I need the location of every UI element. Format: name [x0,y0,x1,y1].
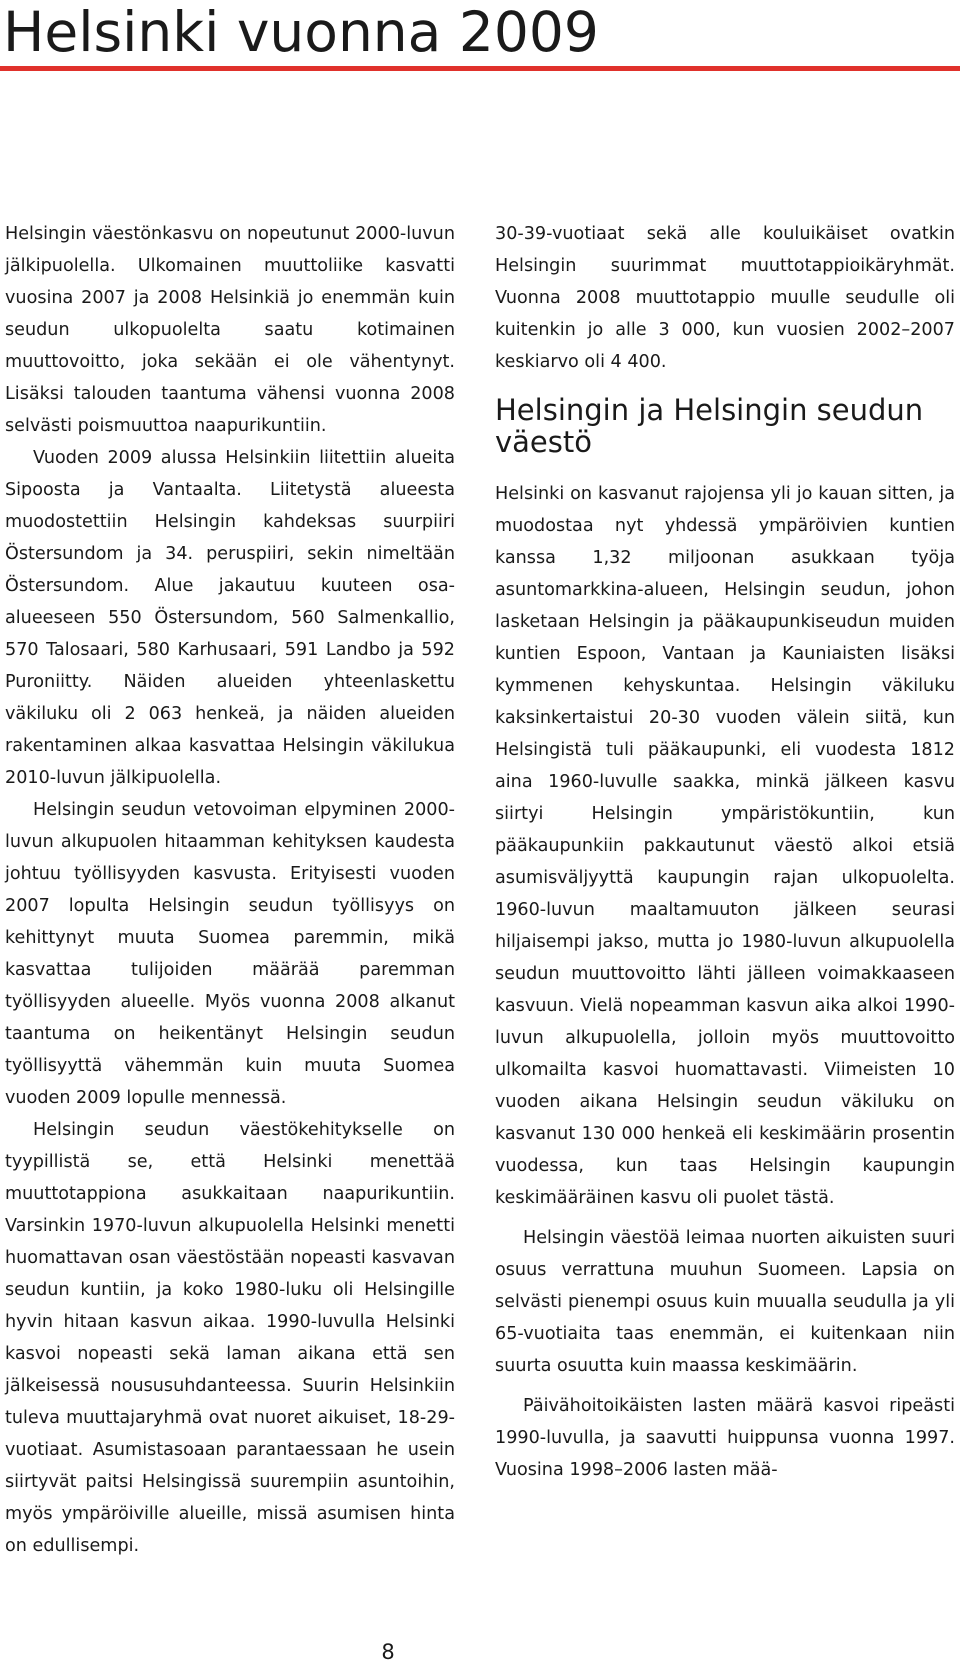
paragraph: Helsingin väestönkasvu on nopeutunut 2000-luvun jälkipuolella. Ulkomainen muuttoliike kasvatti vuosina 2007 ja 2008 Helsinkiä jo enemmän kuin seudun ulkopuolelta saatu kotimainen muuttovoitto, joka sekään ei ole vähentynyt. Lisäksi talouden taantuma vähensi vuonna 2008 selvästi poismuuttoa naapurikuntiin. [5,224,455,436]
section-heading: Helsingin ja Helsingin seudun väestö [495,393,924,459]
paragraph: Helsinki on kasvanut rajojensa yli jo kauan sitten, ja muodostaa nyt yhdessä ympäröivien kuntien kanssa 1,32 miljoonan asukkaan työja asuntomarkkina-alueen, Helsingin seudun, johon lasketaan Helsingin ja pääkaupunkiseudun muiden kuntien Espoon, Vantaan ja Kauniaisten lisäksi kymmenen kehyskuntaa. Helsingin väkiluku kaksinkertaistui 20-30 vuoden välein siitä, kun Helsingistä tuli pääkaupunki, eli vuodesta 1812 aina 1960-luvulle saakka, minkä jälkeen kasvu siirtyi Helsingin ympäristökuntiin, kun pääkaupunkiin pakkautunut väestö alkoi etsiä asumisväljyyttä kaupungin rajan ulkopuolelta. 1960-luvun maaltamuuton jälkeen seurasi hiljaisempi jakso, mutta jo 1980-luvun alkupuolella seudun muuttovoitto lähti jälleen voimakkaaseen kasvuun. Vielä nopeamman kasvun aika alkoi 1990-luvun alkupuolella, jolloin myös muuttovoitto ulkomailta kasvoi huomattavasti. Viimeisten 10 vuoden aikana Helsingin seudun väkiluku on kasvanut 130 000 henkeä eli keskimäärin prosentin vuodessa, kun taas Helsingin kaupungin keskimääräinen kasvu oli puolet tästä. [495,484,955,1208]
left-column [5,218,455,1562]
paragraph: Helsingin seudun väestökehitykselle on tyypillistä se, että Helsinki menettää muuttotappiona asukkaitaan naapurikuntiin. Varsinkin 1970-luvun alkupuolella Helsinki menetti huomattavan osan väestöstään nopeasti kasvavan seudun kuntiin, ja koko 1980-luku oli Helsingille hyvin hitaan kasvun aikaa. 1990-luvulla Helsinki kasvoi nopeasti sekä laman aikana että sen jälkeisessä noususuhdanteessa. Suurin Helsinkiin tuleva muuttajaryhmä ovat nuoret aikuiset, 18-29-vuotiaat. Asumistasoaan parantaessaan he usein siirtyvät paitsi Helsingissä suurempiin asuntoihin, myös ympäröiville alueille, missä asumisen hinta on edullisempi. [5,1120,455,1556]
paragraph: Helsingin seudun vetovoiman elpyminen 2000-luvun alkupuolen hitaamman kehityksen kaudesta johtuu työllisyyden kasvusta. Erityisesti vuoden 2007 lopulta Helsingin seudun työllisyys on kehittynyt muuta Suomea paremmin, mikä kasvattaa tulijoiden määrää paremman työllisyyden alueelle. Myös vuonna 2008 alkanut taantuma on heikentänyt Helsingin seudun työllisyyttä vähemmän kuin muuta Suomea vuoden 2009 lopulle mennessä. [5,800,455,1108]
right-column [495,218,955,1486]
page-number: 8 [381,1640,395,1664]
paragraph: 30-39-vuotiaat sekä alle kouluikäiset ovatkin Helsingin suurimmat muuttotappioikäryhmät. Vuonna 2008 muuttotappio muulle seudulle oli kuitenkin jo alle 3 000, kun vuosien 2002–2007 keskiarvo oli 4 400. [495,224,955,372]
paragraph: Helsingin väestöä leimaa nuorten aikuisten suuri osuus verrattuna muuhun Suomeen. Lapsia on selvästi pienempi osuus kuin muualla seudulla ja yli 65-vuotiaita taas enemmän, ei kuitenkaan niin suurta osuutta kuin maassa keskimäärin. [495,1228,955,1376]
page-title: Helsinki vuonna 2009 [3,0,599,64]
paragraph: Vuoden 2009 alussa Helsinkiin liitettiin alueita Sipoosta ja Vantaalta. Liitetystä alueesta muodostettiin Helsingin kahdeksas suurpiiri Östersundom ja 34. peruspiiri, sekin nimeltään Östersundom. Alue jakautuu kuuteen osa-alueeseen 550 Östersundom, 560 Salmenkallio, 570 Talosaari, 580 Karhusaari, 591 Landbo ja 592 Puroniitty. Näiden alueiden yhteenlaskettu väkiluku oli 2 063 henkeä, ja näiden alueiden rakentaminen alkaa kasvattaa Helsingin väkilukua 2010-luvun jälkipuolella. [5,448,455,788]
paragraph: Päivähoitoikäisten lasten määrä kasvoi ripeästi 1990-luvulla, ja saavutti huippunsa vuonna 1997. Vuosina 1998–2006 lasten mää- [495,1396,955,1480]
title-rule [0,66,960,71]
